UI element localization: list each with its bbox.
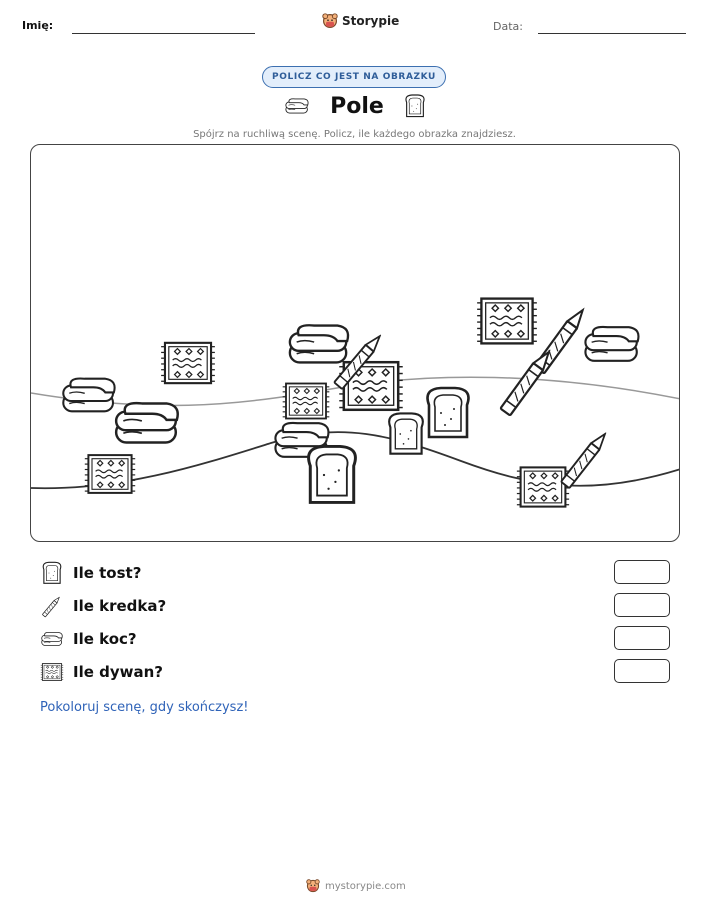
toast-icon [40, 561, 64, 585]
mascot-icon [322, 13, 338, 29]
coloring-note: Pokoloruj scenę, gdy skończysz! [40, 700, 249, 715]
counting-scene [30, 144, 680, 542]
toast-icon [404, 93, 426, 119]
question-label: Ile koc? [73, 630, 137, 648]
question-crayon [40, 593, 680, 619]
title-row [284, 92, 426, 120]
rug-icon [477, 299, 537, 344]
question-toast [40, 560, 680, 586]
rug-icon [161, 343, 215, 383]
question-label: Ile tost? [73, 564, 142, 582]
toast-icon [309, 446, 356, 502]
instruction-text: Spójrz na ruchliwą scenę. Policz, ile każdego obrazka znajdziesz. [193, 129, 516, 140]
question-blanket [40, 626, 680, 652]
activity-badge: POLICZ CO JEST NA OBRAZKU [262, 66, 446, 88]
rug-icon [40, 660, 64, 684]
blanket-icon [290, 325, 348, 362]
crayon-icon [500, 349, 553, 416]
date-label: Data: [493, 20, 523, 33]
blanket-icon [284, 96, 310, 116]
footer-url[interactable]: mystorypie.com [325, 880, 406, 892]
blanket-icon [116, 403, 178, 442]
name-label: Imię: [22, 19, 54, 32]
rug-icon [283, 384, 330, 419]
rug-icon [85, 455, 135, 493]
blanket-icon [585, 327, 638, 361]
blanket-icon [63, 378, 114, 411]
brand-name: Storypie [342, 14, 400, 28]
footer [306, 879, 406, 893]
rug-icon [517, 467, 569, 506]
date-line[interactable] [538, 33, 686, 34]
toast-icon [428, 388, 469, 437]
mascot-icon [306, 879, 320, 893]
answer-box-crayon[interactable] [614, 593, 670, 617]
question-label: Ile kredka? [73, 597, 167, 615]
answer-box-toast[interactable] [614, 560, 670, 584]
crayon-icon [40, 594, 64, 618]
answer-box-rug[interactable] [614, 659, 670, 683]
name-line[interactable] [72, 33, 255, 34]
question-label: Ile dywan? [73, 663, 163, 681]
answer-box-blanket[interactable] [614, 626, 670, 650]
scene-illustration [31, 145, 680, 542]
page-title: Pole [330, 93, 384, 119]
question-rug [40, 659, 680, 685]
blanket-icon [40, 627, 64, 651]
crayon-icon [561, 431, 609, 488]
toast-icon [389, 413, 423, 453]
brand-logo [322, 13, 399, 29]
